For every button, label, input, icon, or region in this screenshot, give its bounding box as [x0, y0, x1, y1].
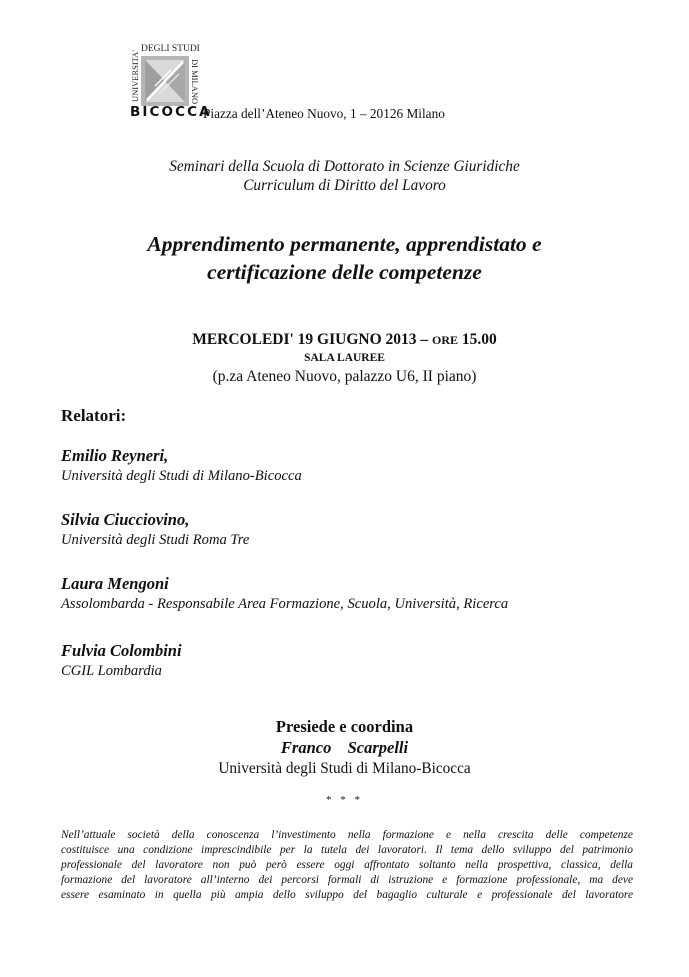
event-datetime	[0, 330, 689, 350]
title-line-2: certificazione delle competenze	[207, 260, 482, 284]
event-info	[0, 330, 689, 386]
page-title	[0, 230, 689, 286]
seminar-line-2: Curriculum di Diritto del Lavoro	[243, 177, 446, 194]
event-date: MERCOLEDI' 19 GIUGNO 2013 –	[192, 331, 429, 348]
logo-left-text: UNIVERSITA'	[130, 50, 140, 102]
description-paragraph	[61, 828, 633, 903]
event-time: 15.00	[461, 331, 497, 348]
logo-top-text: DEGLI STUDI	[141, 44, 200, 54]
chair-heading: Presiede e coordina	[275, 717, 414, 736]
speaker-item	[61, 509, 249, 551]
address: Piazza dell’Ateneo Nuovo, 1 – 20126 Milano	[203, 106, 445, 121]
speaker-name: Laura Mengoni	[61, 574, 169, 593]
speaker-name: Silvia Ciucciovino,	[61, 510, 190, 529]
speakers-heading: Relatori:	[61, 406, 127, 425]
speaker-item	[61, 573, 508, 615]
chair-name: Franco Scarpelli	[280, 738, 409, 757]
logo-emblem-icon	[141, 56, 189, 106]
paragraph-line: professionale del lavoratore non può però essere oggi affrontato soltanto nella prospettiva, classica, della	[61, 859, 633, 871]
separator: * * *	[326, 794, 363, 806]
paragraph-line: costituisce una condizione imprescindibile per la tutela dei lavoratori. Il tema dello sviluppo del patrimonio	[61, 844, 633, 856]
speaker-name: Fulvia Colombini	[61, 641, 182, 660]
event-room: SALA LAUREE	[304, 352, 385, 364]
chair-affiliation: Università degli Studi di Milano-Bicocca	[218, 760, 471, 777]
paragraph-line: Nell’attuale società della conoscenza l’investimento nella formazione e nella crescita delle competenze	[61, 829, 633, 841]
seminar-line-1: Seminari della Scuola di Dottorato in Scienze Giuridiche	[169, 158, 520, 175]
speaker-affiliation: Assolombarda - Responsabile Area Formazione, Scuola, Università, Ricerca	[61, 596, 509, 612]
speaker-name: Emilio Reyneri,	[61, 446, 169, 465]
speaker-affiliation: Università degli Studi di Milano-Bicocca	[61, 468, 302, 484]
logo-right-text: DI MILANO	[190, 59, 200, 105]
university-logo	[130, 44, 212, 120]
speaker-affiliation: CGIL Lombardia	[61, 663, 162, 679]
speaker-item	[61, 640, 182, 682]
event-time-prefix: ORE	[432, 333, 459, 347]
paragraph-line: formazione del lavoratore all’interno dei percorsi formali di istruzione e formazione professionale, ma deve	[61, 874, 633, 886]
title-line-1: Apprendimento permanente, apprendistato e	[147, 232, 542, 256]
paragraph-line: essere esaminato in quella più ampia dello sviluppo del bagaglio culturale e professionale del lavoratore	[61, 889, 633, 901]
event-location: (p.za Ateneo Nuovo, palazzo U6, II piano)	[212, 368, 477, 385]
speaker-affiliation: Università degli Studi Roma Tre	[61, 532, 250, 548]
speaker-item	[61, 445, 302, 487]
logo-bicocca-text: BICOCCA	[130, 104, 212, 120]
seminar-heading	[0, 157, 689, 195]
